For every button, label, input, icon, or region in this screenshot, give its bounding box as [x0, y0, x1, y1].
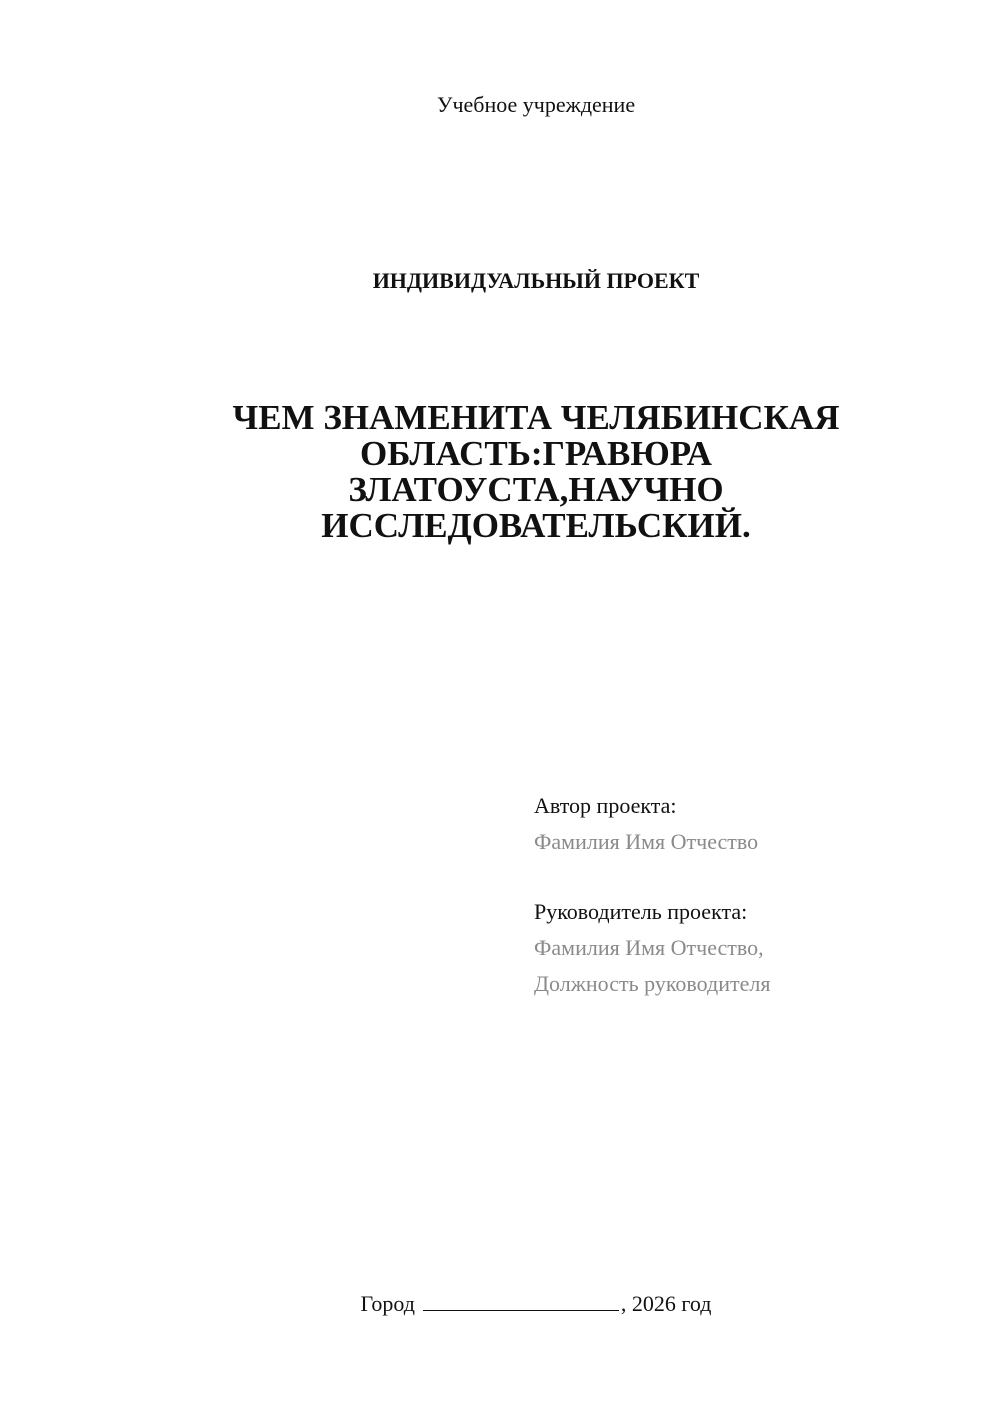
project-title — [180, 400, 892, 544]
title-line: ЧЕМ ЗНАМЕНИТА ЧЕЛЯБИНСКАЯ — [232, 398, 840, 437]
supervisor-label: Руководитель проекта: — [534, 899, 748, 924]
city-year-line — [0, 1290, 1000, 1317]
project-type-heading: ИНДИВИДУАЛЬНЫЙ ПРОЕКТ — [372, 268, 700, 293]
supervisor-position-placeholder: Должность руководителя — [534, 971, 771, 996]
credits-block — [534, 788, 974, 1002]
year-text: , 2026 год — [620, 1291, 712, 1316]
title-line: ЗЛАТОУСТА,НАУЧНО — [348, 470, 724, 509]
spacer — [534, 860, 974, 894]
supervisor-name-placeholder: Фамилия Имя Отчество, — [534, 935, 764, 960]
title-line: ОБЛАСТЬ:ГРАВЮРА — [360, 434, 712, 473]
author-name-placeholder: Фамилия Имя Отчество — [534, 829, 759, 854]
city-blank-line — [423, 1290, 619, 1311]
institution-name: Учебное учреждение — [436, 92, 636, 117]
title-line: ИССЛЕДОВАТЕЛЬСКИЙ. — [321, 506, 751, 545]
city-label: Город — [360, 1291, 415, 1316]
author-label: Автор проекта: — [534, 793, 677, 818]
